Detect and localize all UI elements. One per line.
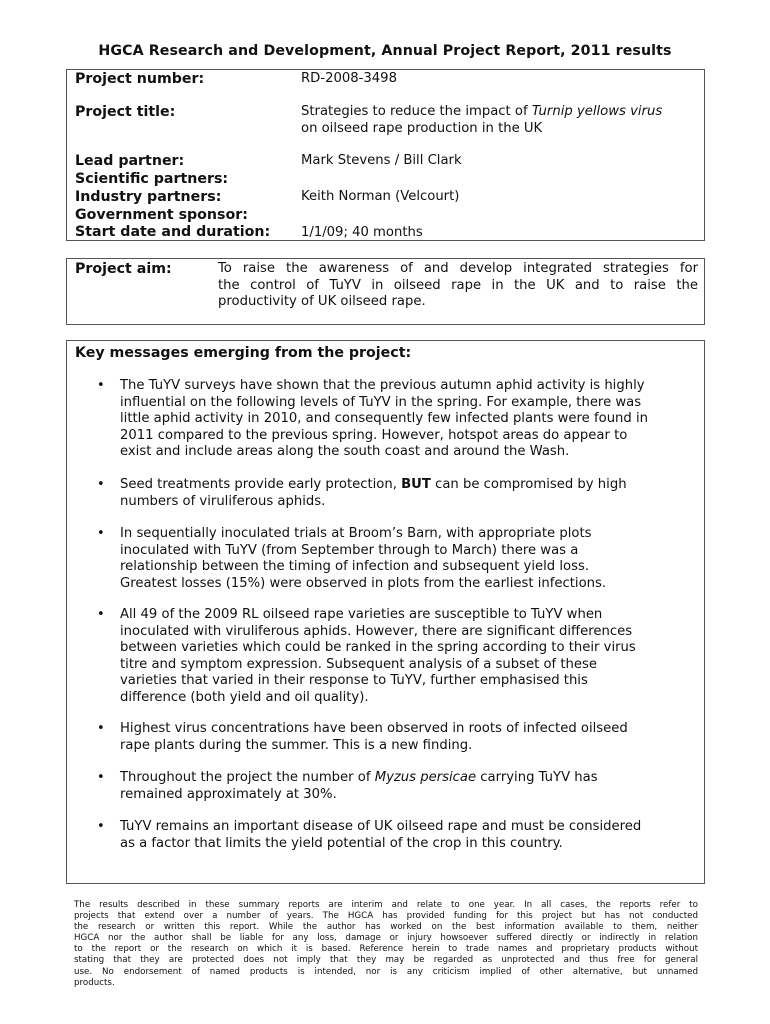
- scientific-partners-label: Scientific partners:: [75, 171, 229, 187]
- message-line: Greatest losses (15%) were observed in plots from the earliest infections.: [120, 575, 607, 591]
- bullet: •: [97, 607, 105, 622]
- project-aim-text: [218, 261, 698, 311]
- disclaimer-line: use. No endorsement of named products is intended, nor is any criticism implied of other alternative, but unnamed: [74, 966, 698, 977]
- bullet: •: [97, 378, 105, 393]
- message-line: influential on the following levels of TuYV in the spring. For example, there was: [120, 394, 642, 410]
- message-line: numbers of viruliferous aphids.: [120, 493, 326, 509]
- disclaimer: [74, 900, 698, 989]
- start-date-label: Start date and duration:: [75, 224, 271, 240]
- message-line: remained approximately at 30%.: [120, 786, 337, 802]
- disclaimer-line: The results described in these summary reports are interim and relate to one year. In all cases, the reports refer to: [74, 900, 698, 910]
- government-sponsor-label: Government sponsor:: [75, 207, 248, 223]
- industry-partners-value: Keith Norman (Velcourt): [301, 189, 460, 204]
- message-line: All 49 of the 2009 RL oilseed rape varieties are susceptible to TuYV when: [120, 607, 603, 622]
- disclaimer-line: products.: [74, 977, 115, 988]
- key-message-varieties: [120, 607, 700, 706]
- key-message-virus-concentrations: [120, 721, 700, 754]
- disclaimer-line: HGCA nor the author shall be liable for any loss, damage or injury howsoever suffered directly or indirectly in relation: [74, 933, 698, 944]
- project-title-virus-name: Turnip yellows virus: [531, 104, 663, 119]
- aim-line: productivity of UK oilseed rape.: [218, 294, 426, 309]
- message-line: exist and include areas along the south coast and around the Wash.: [120, 444, 570, 459]
- message-emphasis: BUT: [401, 477, 431, 492]
- project-title-label: Project title:: [75, 104, 176, 120]
- industry-partners-label: Industry partners:: [75, 189, 222, 205]
- aim-line: To raise the awareness of and develop integrated strategies for: [218, 261, 698, 276]
- key-messages-heading: Key messages emerging from the project:: [75, 345, 412, 361]
- message-text: carrying TuYV has: [476, 770, 598, 785]
- message-line: varieties that varied in their response to TuYV, further emphasised this: [120, 673, 588, 688]
- message-line: Highest virus concentrations have been observed in roots of infected oilseed: [120, 721, 628, 736]
- disclaimer-line: stating that they are protected does not imply that they may be regarded as unprotected and thus free for general: [74, 955, 698, 966]
- bullet: •: [97, 477, 105, 492]
- disclaimer-line: the research or written this report. While the author has worked on the best information available to them, neither: [74, 922, 698, 933]
- message-line: TuYV remains an important disease of UK oilseed rape and must be considered: [120, 819, 642, 834]
- project-number-value: RD-2008-3498: [301, 71, 397, 86]
- bullet: •: [97, 721, 105, 736]
- message-line: 2011 compared to the previous spring. However, hotspot areas do appear to: [120, 427, 628, 443]
- bullet: •: [97, 526, 105, 541]
- project-title-value: [301, 104, 662, 137]
- species-name: Myzus persicae: [374, 770, 477, 785]
- message-line: titre and symptom expression. Subsequent analysis of a subset of these: [120, 656, 598, 672]
- disclaimer-line: to the report or the research on which it is based. Reference herein to trade names and proprietary products without: [74, 944, 698, 955]
- message-line: as a factor that limits the yield potential of the crop in this country.: [120, 835, 563, 851]
- message-line: relationship between the timing of infection and subsequent yield loss.: [120, 559, 590, 574]
- message-line: In sequentially inoculated trials at Broom’s Barn, with appropriate plots: [120, 526, 592, 541]
- message-line: little aphid activity in 2010, and consequently few infected plants were found in: [120, 411, 648, 426]
- project-title-line2: on oilseed rape production in the UK: [301, 120, 543, 136]
- message-line: [120, 770, 700, 787]
- message-line: difference (both yield and oil quality).: [120, 689, 369, 705]
- message-line: inoculated with viruliferous aphids. However, there are significant differences: [120, 623, 633, 639]
- key-message-important-disease: [120, 819, 700, 852]
- message-text: can be compromised by high: [430, 477, 627, 492]
- project-number-label: Project number:: [75, 71, 205, 87]
- key-message-inoculated-trials: [120, 526, 700, 592]
- disclaimer-line: projects that extend over a number of years. The HGCA has provided funding for this project but has not conducted: [74, 911, 698, 922]
- message-line: [120, 477, 700, 494]
- start-date-value: 1/1/09; 40 months: [301, 225, 423, 240]
- aim-line: the control of TuYV in oilseed rape in the UK and to raise the: [218, 277, 698, 293]
- lead-partner-label: Lead partner:: [75, 153, 185, 169]
- report-title: HGCA Research and Development, Annual Project Report, 2011 results: [98, 43, 672, 59]
- project-aim-label: Project aim:: [75, 261, 172, 277]
- message-text: Seed treatments provide early protection,: [120, 477, 402, 492]
- key-message-seed-treatments: [120, 477, 700, 510]
- message-line: between varieties which could be ranked in the spring according to their virus: [120, 640, 636, 655]
- lead-partner-value: Mark Stevens / Bill Clark: [301, 153, 462, 168]
- message-text: Throughout the project the number of: [120, 770, 375, 785]
- message-line: inoculated with TuYV (from September through to March) there was a: [120, 542, 579, 558]
- message-line: rape plants during the summer. This is a new finding.: [120, 737, 473, 753]
- key-message-aphid-surveys: [120, 378, 700, 461]
- bullet: •: [97, 819, 105, 834]
- bullet: •: [97, 770, 105, 785]
- key-message-myzus-persicae: [120, 770, 700, 803]
- project-title-text: Strategies to reduce the impact of: [301, 104, 532, 119]
- message-line: The TuYV surveys have shown that the previous autumn aphid activity is highly: [120, 378, 645, 393]
